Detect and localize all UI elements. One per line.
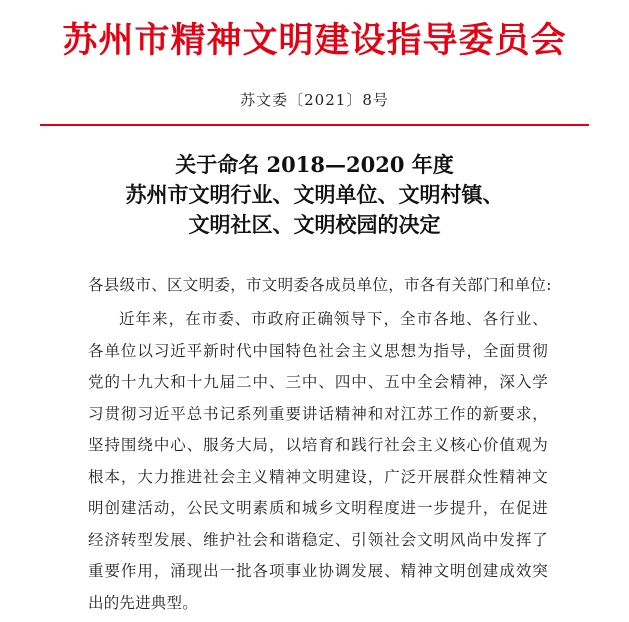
body-line: 出的先进典型。 [88,591,548,622]
body-line: 近年来，在市委、市政府正确领导下，全市各地、各行业、 [88,307,548,339]
document-number: 苏文委〔2021〕8号 [0,88,629,112]
issuer-heading: 苏州市精神文明建设指导委员会 [0,18,629,64]
body-line: 坚持围绕中心、服务大局，以培育和践行社会主义核心价值观为 [88,433,548,465]
salutation: 各县级市、区文明委，市文明委各成员单位，市各有关部门和单位: [88,273,552,297]
red-divider-line [40,124,589,126]
body-line: 重要作用，涌现出一批各项事业协调发展、精神文明创建成效突 [88,559,548,591]
body-paragraph [88,307,548,622]
document-title [0,150,629,240]
body-line: 明创建活动，公民文明素质和城乡文明程度进一步提升，在促进 [88,496,548,528]
body-line: 根本，大力推进社会主义精神文明建设，广泛开展群众性精神文 [88,465,548,497]
title-line: 苏州市文明行业、文明单位、文明村镇、 [0,180,629,210]
title-line: 关于命名 2018—2020 年度 [0,150,629,180]
title-line: 文明社区、文明校园的决定 [0,210,629,240]
body-line: 习贯彻习近平总书记系列重要讲话精神和对江苏工作的新要求， [88,402,548,434]
body-line: 党的十九大和十九届二中、三中、四中、五中全会精神，深入学 [88,370,548,402]
body-line: 各单位以习近平新时代中国特色社会主义思想为指导，全面贯彻 [88,339,548,371]
body-line: 经济转型发展、维护社会和谐稳定、引领社会文明风尚中发挥了 [88,528,548,560]
